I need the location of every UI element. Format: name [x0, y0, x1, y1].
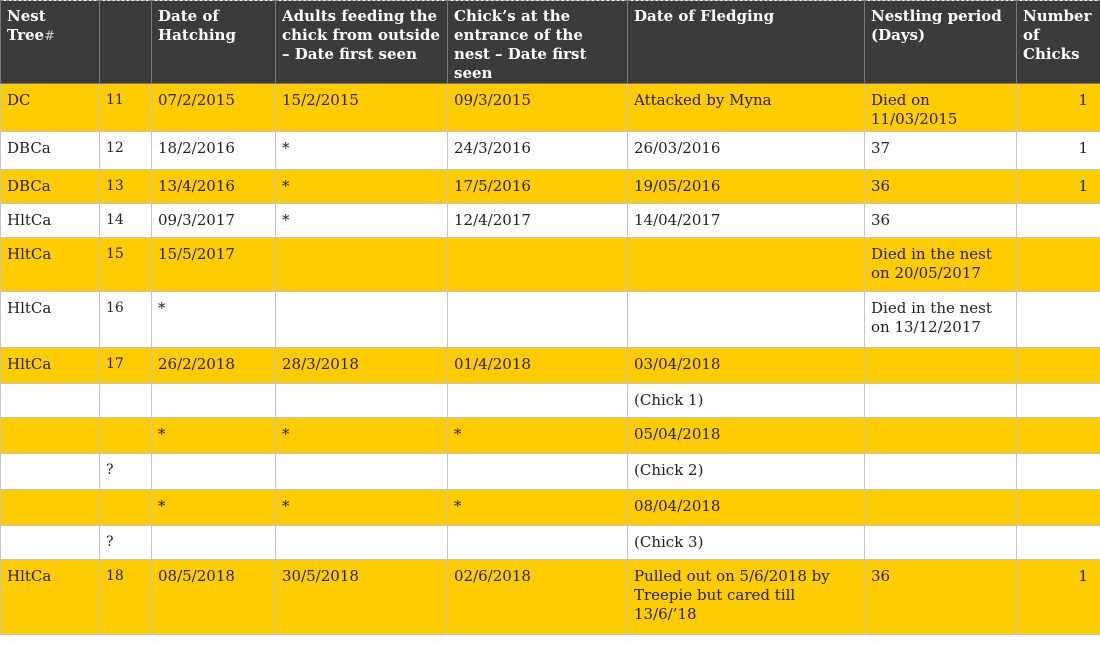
- table-row: [1, 292, 1100, 348]
- cell-chick-at-entrance-date: [448, 526, 628, 560]
- cell-adults-feeding-date: 28/3/2018: [276, 348, 448, 384]
- cell-number-of-chicks: [1017, 384, 1100, 418]
- column-header-label: Adults feeding the chick from outside – Date first seen: [282, 7, 440, 63]
- column-header-chick-at-entrance-date: [448, 1, 628, 84]
- cell-adults-feeding-date: *: [276, 418, 448, 454]
- column-header-label: Chick’s at the entrance of the nest – Date first seen: [454, 7, 587, 82]
- cell-date-of-fledging: 08/04/2018: [628, 490, 865, 526]
- cell-chick-at-entrance-date: 09/3/2015: [448, 84, 628, 132]
- cell-number-of-chicks: [1017, 204, 1100, 238]
- cell-chick-at-entrance-date: [448, 238, 628, 292]
- cell-chick-at-entrance-date: *: [448, 418, 628, 454]
- cell-nestling-period: [865, 418, 1017, 454]
- column-header-label: Nestling period (Days): [871, 7, 1002, 44]
- cell-nestling-period: [865, 348, 1017, 384]
- table-row: [1, 526, 1100, 560]
- table-row: [1, 384, 1100, 418]
- cell-date-of-fledging: (Chick 1): [628, 384, 865, 418]
- column-header-nest-number: [100, 1, 152, 84]
- cell-nest-number: 14: [100, 204, 152, 238]
- cell-adults-feeding-date: *: [276, 490, 448, 526]
- cell-date-of-fledging: Pulled out on 5/6/2018 by Treepie but cared till 13/6/’18: [628, 560, 865, 635]
- cell-chick-at-entrance-date: [448, 292, 628, 348]
- cell-date-of-hatching: [152, 454, 276, 490]
- cell-adults-feeding-date: [276, 384, 448, 418]
- cell-date-of-hatching: 18/2/2016: [152, 132, 276, 170]
- cell-date-of-fledging: (Chick 2): [628, 454, 865, 490]
- cell-adults-feeding-date: *: [276, 170, 448, 204]
- column-header-date-of-fledging: [628, 1, 865, 84]
- column-header-nestling-period: [865, 1, 1017, 84]
- cell-nestling-period: [865, 454, 1017, 490]
- cell-number-of-chicks: 1: [1017, 132, 1100, 170]
- cell-chick-at-entrance-date: 01/4/2018: [448, 348, 628, 384]
- cell-nestling-period: 36: [865, 204, 1017, 238]
- cell-chick-at-entrance-date: 17/5/2016: [448, 170, 628, 204]
- cell-nestling-period: Died in the nest on 13/12/2017: [865, 292, 1017, 348]
- cell-chick-at-entrance-date: [448, 454, 628, 490]
- cell-number-of-chicks: [1017, 454, 1100, 490]
- cell-number-of-chicks: 1: [1017, 84, 1100, 132]
- cell-nest-number: 17: [100, 348, 152, 384]
- cell-adults-feeding-date: [276, 238, 448, 292]
- cell-chick-at-entrance-date: 02/6/2018: [448, 560, 628, 635]
- cell-chick-at-entrance-date: 12/4/2017: [448, 204, 628, 238]
- column-header-label: Date of Fledging: [634, 7, 775, 25]
- cell-date-of-fledging: [628, 292, 865, 348]
- column-header-suffix: #: [44, 29, 55, 44]
- cell-number-of-chicks: [1017, 490, 1100, 526]
- cell-number-of-chicks: [1017, 292, 1100, 348]
- table-row: [1, 170, 1100, 204]
- cell-nest-number: 13: [100, 170, 152, 204]
- column-header-label: Nest Tree: [7, 7, 46, 44]
- cell-date-of-hatching: [152, 526, 276, 560]
- cell-number-of-chicks: [1017, 238, 1100, 292]
- cell-number-of-chicks: 1: [1017, 560, 1100, 635]
- cell-date-of-fledging: 14/04/2017: [628, 204, 865, 238]
- cell-number-of-chicks: [1017, 418, 1100, 454]
- cell-nest-tree: [1, 384, 100, 418]
- cell-number-of-chicks: 1: [1017, 170, 1100, 204]
- cell-nest-tree: [1, 526, 100, 560]
- table-body: [1, 84, 1100, 635]
- cell-adults-feeding-date: [276, 454, 448, 490]
- cell-nest-number: 11: [100, 84, 152, 132]
- column-header-date-of-hatching: [152, 1, 276, 84]
- table-row: [1, 560, 1100, 635]
- cell-nest-tree: HltCa: [1, 560, 100, 635]
- column-header-nest-tree: [1, 1, 100, 84]
- cell-nest-tree: [1, 490, 100, 526]
- cell-nest-tree: DC: [1, 84, 100, 132]
- cell-nest-tree: HltCa: [1, 238, 100, 292]
- cell-nest-number: 16: [100, 292, 152, 348]
- cell-date-of-hatching: 26/2/2018: [152, 348, 276, 384]
- column-header-number-of-chicks: [1017, 1, 1100, 84]
- cell-nest-tree: DBCa: [1, 170, 100, 204]
- cell-date-of-fledging: 19/05/2016: [628, 170, 865, 204]
- cell-nestling-period: 36: [865, 560, 1017, 635]
- cell-nest-tree: [1, 454, 100, 490]
- cell-nestling-period: [865, 526, 1017, 560]
- cell-nest-number: 15: [100, 238, 152, 292]
- cell-nest-tree: [1, 418, 100, 454]
- cell-adults-feeding-date: 15/2/2015: [276, 84, 448, 132]
- cell-adults-feeding-date: *: [276, 204, 448, 238]
- cell-date-of-hatching: 09/3/2017: [152, 204, 276, 238]
- table-row: [1, 238, 1100, 292]
- cell-date-of-hatching: *: [152, 490, 276, 526]
- cell-adults-feeding-date: [276, 526, 448, 560]
- cell-nest-number: 12: [100, 132, 152, 170]
- cell-nest-number: [100, 490, 152, 526]
- cell-adults-feeding-date: *: [276, 132, 448, 170]
- cell-nestling-period: 36: [865, 170, 1017, 204]
- cell-number-of-chicks: [1017, 348, 1100, 384]
- cell-chick-at-entrance-date: 24/3/2016: [448, 132, 628, 170]
- cell-nest-number: 18: [100, 560, 152, 635]
- cell-nestling-period: [865, 384, 1017, 418]
- cell-date-of-fledging: 26/03/2016: [628, 132, 865, 170]
- cell-chick-at-entrance-date: [448, 384, 628, 418]
- cell-date-of-fledging: (Chick 3): [628, 526, 865, 560]
- cell-nestling-period: Died on 11/03/2015: [865, 84, 1017, 132]
- cell-date-of-fledging: [628, 238, 865, 292]
- cell-adults-feeding-date: 30/5/2018: [276, 560, 448, 635]
- cell-nest-tree: HltCa: [1, 204, 100, 238]
- cell-nest-tree: HltCa: [1, 292, 100, 348]
- cell-nest-number: [100, 418, 152, 454]
- cell-nestling-period: [865, 490, 1017, 526]
- table-row: [1, 84, 1100, 132]
- table-row: [1, 454, 1100, 490]
- cell-number-of-chicks: [1017, 526, 1100, 560]
- cell-date-of-hatching: 07/2/2015: [152, 84, 276, 132]
- cell-date-of-hatching: 08/5/2018: [152, 560, 276, 635]
- cell-date-of-fledging: 05/04/2018: [628, 418, 865, 454]
- column-header-label: Date of Hatching: [158, 7, 236, 44]
- cell-date-of-hatching: *: [152, 418, 276, 454]
- table-row: [1, 204, 1100, 238]
- cell-chick-at-entrance-date: *: [448, 490, 628, 526]
- cell-date-of-hatching: [152, 384, 276, 418]
- cell-nest-number: ?: [100, 454, 152, 490]
- table-row: [1, 348, 1100, 384]
- table-row: [1, 132, 1100, 170]
- cell-nest-number: ?: [100, 526, 152, 560]
- cell-date-of-hatching: *: [152, 292, 276, 348]
- cell-date-of-fledging: 03/04/2018: [628, 348, 865, 384]
- cell-nestling-period: Died in the nest on 20/05/2017: [865, 238, 1017, 292]
- cell-nestling-period: 37: [865, 132, 1017, 170]
- column-header-label: Number of Chicks: [1023, 7, 1092, 63]
- cell-nest-number: [100, 384, 152, 418]
- cell-date-of-fledging: Attacked by Myna: [628, 84, 865, 132]
- table-header-row: [1, 1, 1100, 84]
- cell-nest-tree: HltCa: [1, 348, 100, 384]
- cell-nest-tree: DBCa: [1, 132, 100, 170]
- table-row: [1, 490, 1100, 526]
- cell-adults-feeding-date: [276, 292, 448, 348]
- cell-date-of-hatching: 15/5/2017: [152, 238, 276, 292]
- cell-date-of-hatching: 13/4/2016: [152, 170, 276, 204]
- column-header-adults-feeding-date: [276, 1, 448, 84]
- table-row: [1, 418, 1100, 454]
